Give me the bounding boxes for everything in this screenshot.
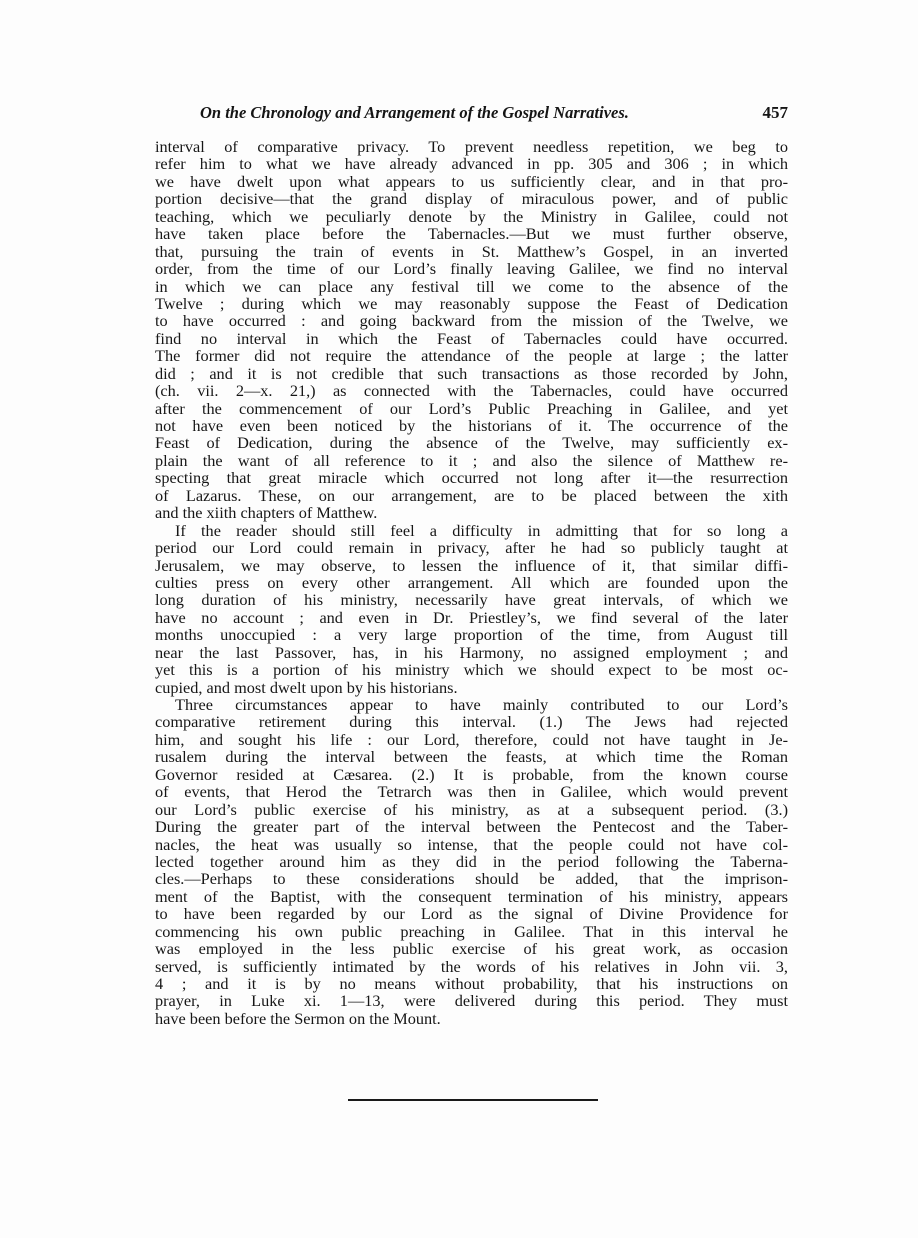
running-head bbox=[200, 103, 788, 125]
text-line: not have even been noticed by the historians of it. The occurrence of the bbox=[155, 416, 788, 435]
text-line: (ch. vii. 2—x. 21,) as connected with the Tabernacles, could have occurred bbox=[155, 381, 788, 401]
text-line: Three circumstances appear to have mainly contributed to our Lord’s bbox=[175, 695, 788, 714]
text-line: During the greater part of the interval between the Pentecost and the Taber- bbox=[155, 817, 788, 837]
text-line: Governor resided at Cæsarea. (2.) It is probable, from the known course bbox=[155, 764, 788, 784]
text-line: The former did not require the attendance of the people at large ; the latter bbox=[155, 346, 788, 366]
text-line: find no interval in which the Feast of Tabernacles could have occurred. bbox=[155, 328, 788, 348]
text-line: 4 ; and it is by no means without probability, that his instructions on bbox=[155, 974, 788, 993]
text-line: portion decisive—that the grand display of miraculous power, and of public bbox=[155, 189, 788, 209]
text-line: to have been regarded by our Lord as the signal of Divine Providence for bbox=[155, 904, 788, 924]
text-line: have been before the Sermon on the Mount. bbox=[155, 1008, 441, 1028]
text-line: we have dwelt upon what appears to us sufficiently clear, and in that pro- bbox=[155, 171, 788, 191]
text-line: did ; and it is not credible that such transactions as those recorded by John, bbox=[155, 363, 788, 383]
text-line: period our Lord could remain in privacy, after he had so publicly taught at bbox=[155, 538, 788, 558]
text-line: Feast of Dedication, during the absence of the Twelve, may sufficiently ex- bbox=[155, 433, 788, 453]
text-line: nacles, the heat was usually so intense, that the people could not have col- bbox=[155, 834, 788, 854]
text-line: of Lazarus. These, on our arrangement, are to be placed between the xith bbox=[155, 485, 788, 505]
paragraph bbox=[155, 522, 788, 696]
running-head-title: On the Chronology and Arrangement of the Gospel Narratives. bbox=[200, 103, 629, 122]
text-line: served, is sufficiently intimated by the words of his relatives in John vii. 3, bbox=[155, 956, 788, 976]
text-line: comparative retirement during this interval. (1.) The Jews had rejected bbox=[155, 712, 788, 732]
body-text bbox=[155, 138, 788, 1027]
text-line: prayer, in Luke xi. 1—13, were delivered during this period. They must bbox=[155, 991, 788, 1011]
text-line: order, from the time of our Lord’s finally leaving Galilee, we find no interval bbox=[155, 259, 788, 279]
text-line: that, pursuing the train of events in St. Matthew’s Gospel, in an inverted bbox=[155, 241, 788, 261]
text-line: cles.—Perhaps to these considerations should be added, that the imprison- bbox=[155, 869, 788, 889]
text-line: interval of comparative privacy. To prevent needless repetition, we beg to bbox=[155, 137, 788, 156]
text-line: Twelve ; during which we may reasonably suppose the Feast of Dedication bbox=[155, 293, 788, 313]
text-line: after the commencement of our Lord’s Public Preaching in Galilee, and yet bbox=[155, 398, 788, 418]
text-line: yet this is a portion of his ministry which we should expect to be most oc- bbox=[155, 660, 788, 680]
text-line: culties press on every other arrangement. All which are founded upon the bbox=[155, 572, 788, 592]
text-line: If the reader should still feel a difficulty in admitting that for so long a bbox=[175, 520, 788, 540]
text-line: Jerusalem, we may observe, to lessen the influence of it, that similar diffi- bbox=[155, 555, 788, 575]
text-line: have no account ; and even in Dr. Priestley’s, we find several of the later bbox=[155, 607, 788, 627]
text-line: refer him to what we have already advanced in pp. 305 and 306 ; in which bbox=[155, 154, 788, 174]
text-line: commencing his own public preaching in Galilee. That in this interval he bbox=[155, 921, 788, 941]
text-line: near the last Passover, has, in his Harmony, no assigned employment ; and bbox=[155, 642, 788, 662]
text-line: of events, that Herod the Tetrarch was then in Galilee, which would prevent bbox=[155, 782, 788, 802]
text-line: have taken place before the Tabernacles.—But we must further observe, bbox=[155, 224, 788, 244]
text-line: cupied, and most dwelt upon by his historians. bbox=[155, 677, 458, 697]
text-line: to have occurred : and going backward from the mission of the Twelve, we bbox=[155, 311, 788, 331]
text-line: was employed in the less public exercise of his great work, as occasion bbox=[155, 939, 788, 959]
paragraph bbox=[155, 696, 788, 1027]
page-number: 457 bbox=[762, 103, 788, 122]
text-line: specting that great miracle which occurred not long after it—the resurrection bbox=[155, 468, 788, 488]
text-line: rusalem during the interval between the feasts, at which time the Roman bbox=[155, 747, 788, 767]
text-line: our Lord’s public exercise of his ministry, as at a subsequent period. (3.) bbox=[155, 799, 788, 819]
text-line: lected together around him as they did in the period following the Taberna- bbox=[155, 851, 788, 871]
text-line: and the xiith chapters of Matthew. bbox=[155, 503, 378, 523]
text-line: in which we can place any festival till we come to the absence of the bbox=[155, 276, 788, 296]
paragraph bbox=[155, 138, 788, 522]
text-line: him, and sought his life : our Lord, therefore, could not have taught in Je- bbox=[155, 729, 788, 749]
text-line: ment of the Baptist, with the consequent termination of his ministry, appears bbox=[155, 886, 788, 906]
text-line: months unoccupied : a very large proportion of the time, from August till bbox=[155, 625, 788, 645]
text-line: teaching, which we peculiarly denote by the Ministry in Galilee, could not bbox=[155, 206, 788, 226]
section-rule bbox=[348, 1099, 598, 1101]
text-line: plain the want of all reference to it ; and also the silence of Matthew re- bbox=[155, 450, 788, 470]
text-line: long duration of his ministry, necessarily have great intervals, of which we bbox=[155, 590, 788, 610]
